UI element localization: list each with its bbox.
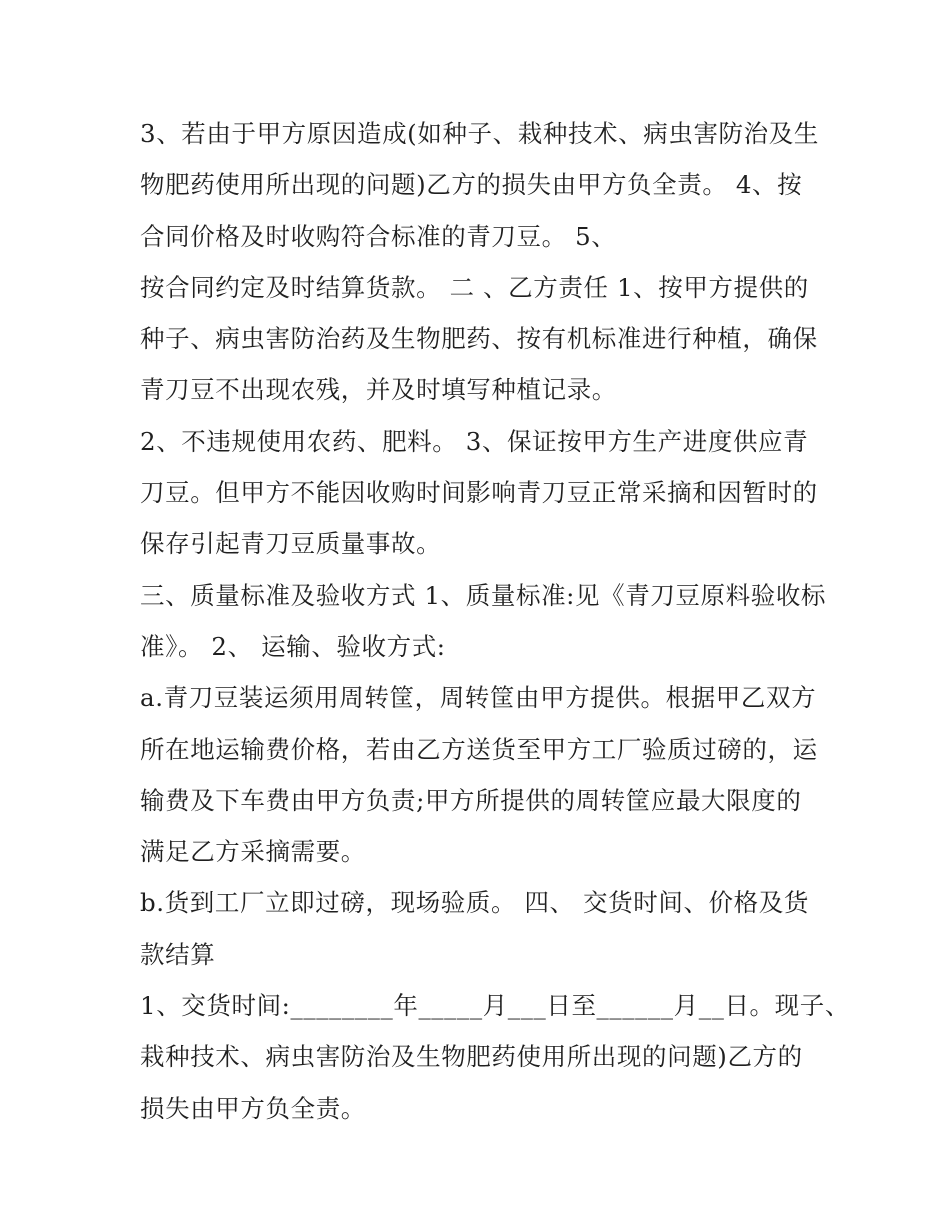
text-line: 2、不违规使用农药、肥料。 3、保证按甲方生产进度供应青	[140, 426, 809, 456]
text-line: 按合同约定及时结算货款。 二 、乙方责任 1、按甲方提供的	[140, 272, 809, 302]
text-line: 1、交货时间:________年_____月___日至______月__日。现子、	[140, 991, 850, 1021]
text-line: 款结算	[140, 939, 216, 969]
text-line: a.青刀豆装运须用周转筐，周转筐由甲方提供。根据甲乙双方	[140, 683, 817, 713]
text-line: 准》。 2、 运输、验收方式:	[140, 631, 446, 661]
text-line: 所在地运输费价格，若由乙方送货至甲方工厂验质过磅的，运	[140, 734, 818, 764]
text-line: 三、质量标准及验收方式 1、质量标准:见《青刀豆原料验收标	[140, 580, 827, 610]
text-line: b.货到工厂立即过磅，现场验质。 四、 交货时间、价格及货	[140, 888, 809, 918]
text-line: 种子、病虫害防治药及生物肥药、按有机标准进行种植，确保	[140, 324, 818, 354]
text-line: 保存引起青刀豆质量事故。	[140, 529, 442, 559]
text-line: 物肥药使用所出现的问题)乙方的损失由甲方负全责。 4、按	[140, 170, 803, 200]
text-line: 青刀豆不出现农残，并及时填写种植记录。	[140, 375, 617, 405]
text-line: 满足乙方采摘需要。	[140, 837, 366, 867]
text-line: 刀豆。但甲方不能因收购时间影响青刀豆正常采摘和因暂时的	[140, 478, 818, 508]
text-line: 合同价格及时收购符合标准的青刀豆。 5、	[140, 221, 617, 251]
text-line: 损失由甲方负全责。	[140, 1093, 366, 1123]
text-line: 栽种技术、病虫害防治及生物肥药使用所出现的问题)乙方的	[140, 1042, 803, 1072]
document-body	[140, 108, 850, 1134]
text-line: 输费及下车费由甲方负责;甲方所提供的周转筐应最大限度的	[140, 785, 802, 815]
text-line: 3、若由于甲方原因造成(如种子、栽种技术、病虫害防治及生	[140, 119, 819, 148]
